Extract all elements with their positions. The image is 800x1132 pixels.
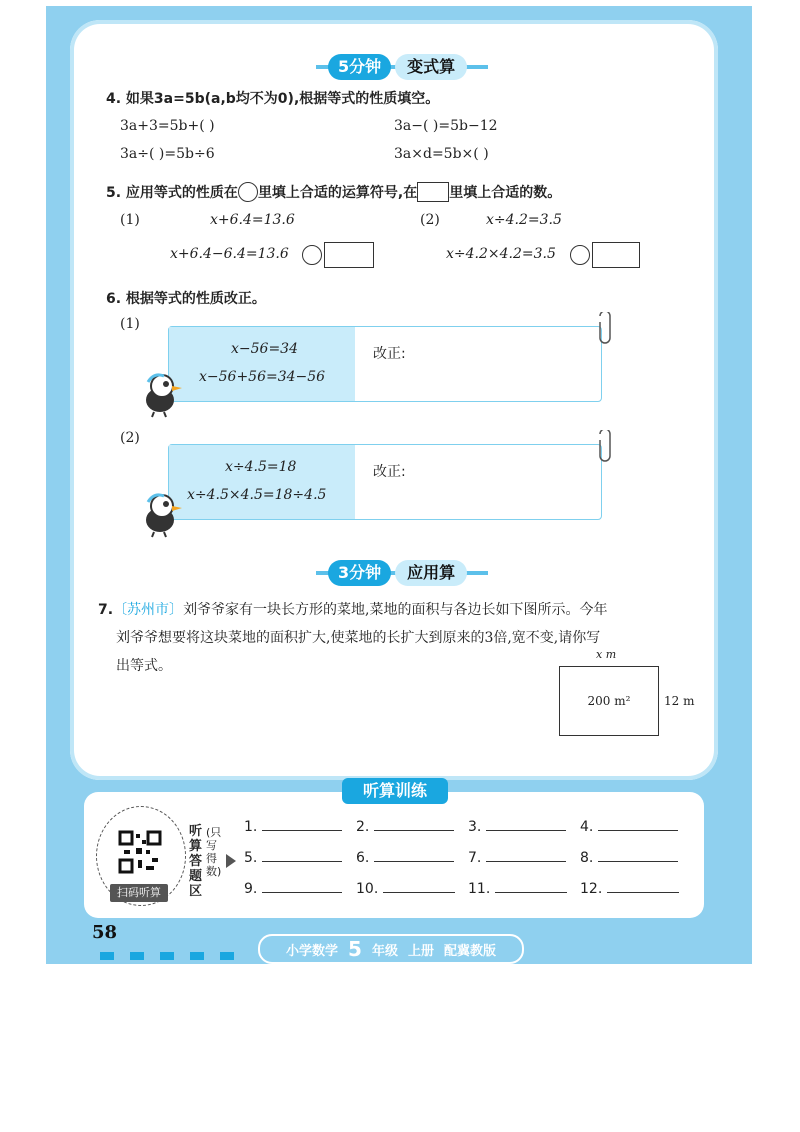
c1-line-1: x−56=34 [231, 341, 298, 357]
figure-length-label: x m [596, 648, 617, 661]
q6-c1-label: (1) [120, 316, 140, 332]
time-pill: 3分钟 [328, 560, 391, 586]
paperclip-icon [594, 312, 616, 350]
q5-p2-label: (2) [420, 212, 440, 228]
answer-slot[interactable]: 5. [244, 849, 356, 866]
q7-number: 7. [98, 602, 114, 618]
q4-blank-4: 3a×d=5b×( ) [394, 146, 489, 162]
bird-mascot-icon [138, 492, 186, 538]
figure-width-label: 12 m [664, 694, 695, 708]
q6-title: 6. 根据等式的性质改正。 [106, 291, 266, 307]
q6-c2-label: (2) [120, 430, 140, 446]
square-icon [417, 182, 449, 202]
answer-slot[interactable]: 12. [580, 880, 692, 897]
q4-blank-1: 3a+3=5b+( ) [120, 118, 215, 134]
answer-area-label: 听算答题区 [189, 824, 203, 899]
figure-area-label: 200 m² [587, 694, 631, 708]
correction-card-1 [168, 326, 602, 402]
garden-rectangle [559, 666, 659, 736]
q5-p2-equation: x÷4.2=3.5 [486, 212, 562, 228]
q5-p2-step: x÷4.2×4.2=3.5 [446, 246, 556, 262]
circle-icon [238, 182, 258, 202]
q5-title-b: 里填上合适的运算符号,在 [257, 185, 418, 201]
page-number: 58 [92, 922, 118, 943]
c2-fix-label: 改正: [373, 464, 406, 480]
c1-line-2: x−56+56=34−56 [199, 369, 326, 385]
answer-area-note: (只写得数) [206, 826, 222, 878]
q5-p1-equation: x+6.4=13.6 [210, 212, 295, 228]
answer-slot[interactable]: 8. [580, 849, 692, 866]
q7-line-3: 出等式。 [116, 658, 172, 674]
time-pill: 5分钟 [328, 54, 391, 80]
listening-title: 听算训练 [342, 778, 448, 804]
section-header-applied [316, 560, 467, 586]
q5-title-c: 里填上合适的数。 [449, 185, 562, 201]
answer-slot[interactable]: 3. [468, 818, 580, 835]
footer-subject: 小学数学 [286, 943, 339, 959]
footer-edition: 配冀教版 [443, 943, 496, 959]
correction-card-2 [168, 444, 602, 520]
answer-slot[interactable]: 1. [244, 818, 356, 835]
footer-banner [258, 934, 524, 964]
footer-grade-number: 5 [348, 937, 362, 961]
answer-slot[interactable]: 2. [356, 818, 468, 835]
answer-slot[interactable]: 6. [356, 849, 468, 866]
q5-p2-operator-circle[interactable] [570, 245, 590, 265]
answer-slot[interactable]: 9. [244, 880, 356, 897]
q7-source-tag: 〔苏州市〕 [113, 602, 184, 618]
bird-mascot-icon [138, 372, 186, 418]
section-header-variant [316, 54, 467, 80]
q5-p1-operator-circle[interactable] [302, 245, 322, 265]
answer-slot[interactable]: 7. [468, 849, 580, 866]
c2-line-1: x÷4.5=18 [225, 459, 297, 475]
q5-p2-number-box[interactable] [592, 242, 640, 268]
section-title: 变式算 [395, 54, 467, 80]
section-title: 应用算 [395, 560, 467, 586]
q5-p1-number-box[interactable] [324, 242, 374, 268]
q4-blank-3: 3a÷( )=5b÷6 [120, 146, 215, 162]
footer-stripes [100, 952, 248, 960]
triangle-arrow-icon [226, 854, 236, 868]
scan-label: 扫码听算 [110, 884, 168, 902]
footer-volume: 上册 [407, 943, 434, 959]
c2-line-2: x÷4.5×4.5=18÷4.5 [187, 487, 327, 503]
c1-fix-label: 改正: [373, 346, 406, 362]
q5-title [106, 182, 561, 202]
answer-slot[interactable]: 11. [468, 880, 580, 897]
qr-code-icon[interactable] [118, 830, 162, 874]
paperclip-icon [594, 430, 616, 468]
answer-slot[interactable]: 4. [580, 818, 692, 835]
q4-blank-2: 3a−( )=5b−12 [394, 118, 498, 134]
q5-p1-step: x+6.4−6.4=13.6 [170, 246, 289, 262]
q7-line-2: 刘爷爷想要将这块菜地的面积扩大,使菜地的长扩大到原来的3倍,宽不变,请你写 [116, 630, 601, 646]
q4-title: 4. 如果3a=5b(a,b均不为0),根据等式的性质填空。 [106, 91, 440, 107]
footer-grade: 年级 [371, 943, 398, 959]
q5-title-a: 5. 应用等式的性质在 [106, 185, 238, 201]
answer-grid [244, 818, 694, 897]
answer-slot[interactable]: 10. [356, 880, 468, 897]
q5-p1-label: (1) [120, 212, 140, 228]
q7-line-1: 刘爷爷家有一块长方形的菜地,菜地的面积与各边长如下图所示。今年 [183, 602, 608, 618]
